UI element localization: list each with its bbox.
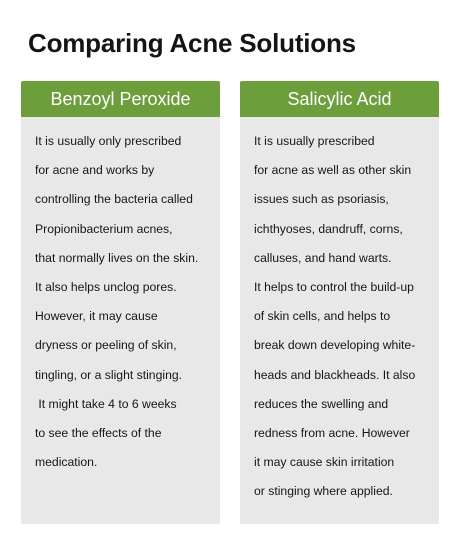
card-text-line: It is usually only prescribed: [35, 134, 182, 148]
card-heading: Salicylic Acid: [240, 81, 439, 117]
salicylic-acid-card: [240, 81, 439, 524]
card-text-line: redness from acne. However: [254, 425, 410, 440]
card-text-line: tingling, or a slight stinging.: [35, 367, 183, 382]
card-body: [21, 117, 220, 477]
card-text-line: for acne and works by: [35, 163, 155, 178]
card-text-line: that normally lives on the skin.: [35, 250, 199, 265]
card-text-line: issues such as psoriasis,: [254, 192, 389, 207]
card-text-line: dryness or peeling of skin,: [35, 338, 177, 353]
card-heading: Benzoyl Peroxide: [21, 81, 220, 117]
card-text-line: It also helps unclog pores.: [35, 279, 177, 294]
card-text-line: controlling the bacteria called: [35, 192, 193, 207]
card-text-line: it may cause skin irritation: [254, 455, 395, 470]
card-text-line: It might take 4 to 6 weeks: [35, 396, 177, 411]
card-text-line: calluses, and hand warts.: [254, 250, 392, 265]
card-text-line: of skin cells, and helps to: [254, 309, 391, 324]
page-title: Comparing Acne Solutions: [28, 28, 356, 58]
card-text-line: for acne as well as other skin: [254, 163, 412, 178]
card-text-line: heads and blackheads. It also: [254, 367, 416, 382]
card-text-line: break down developing white-: [254, 338, 416, 353]
benzoyl-peroxide-card: [21, 81, 220, 524]
card-text-line: reduces the swelling and: [254, 396, 389, 411]
card-text-line: medication.: [35, 455, 98, 470]
card-text-line: or stinging where applied.: [254, 484, 393, 499]
card-text-line: It helps to control the build-up: [254, 279, 414, 294]
card-text-line: It is usually prescribed: [254, 134, 375, 148]
card-text-line: ichthyoses, dandruff, corns,: [254, 221, 403, 236]
card-text-line: to see the effects of the: [35, 425, 162, 440]
card-text-line: Propionibacterium acnes,: [35, 221, 173, 236]
card-body: [240, 117, 439, 506]
card-text-line: However, it may cause: [35, 309, 158, 324]
